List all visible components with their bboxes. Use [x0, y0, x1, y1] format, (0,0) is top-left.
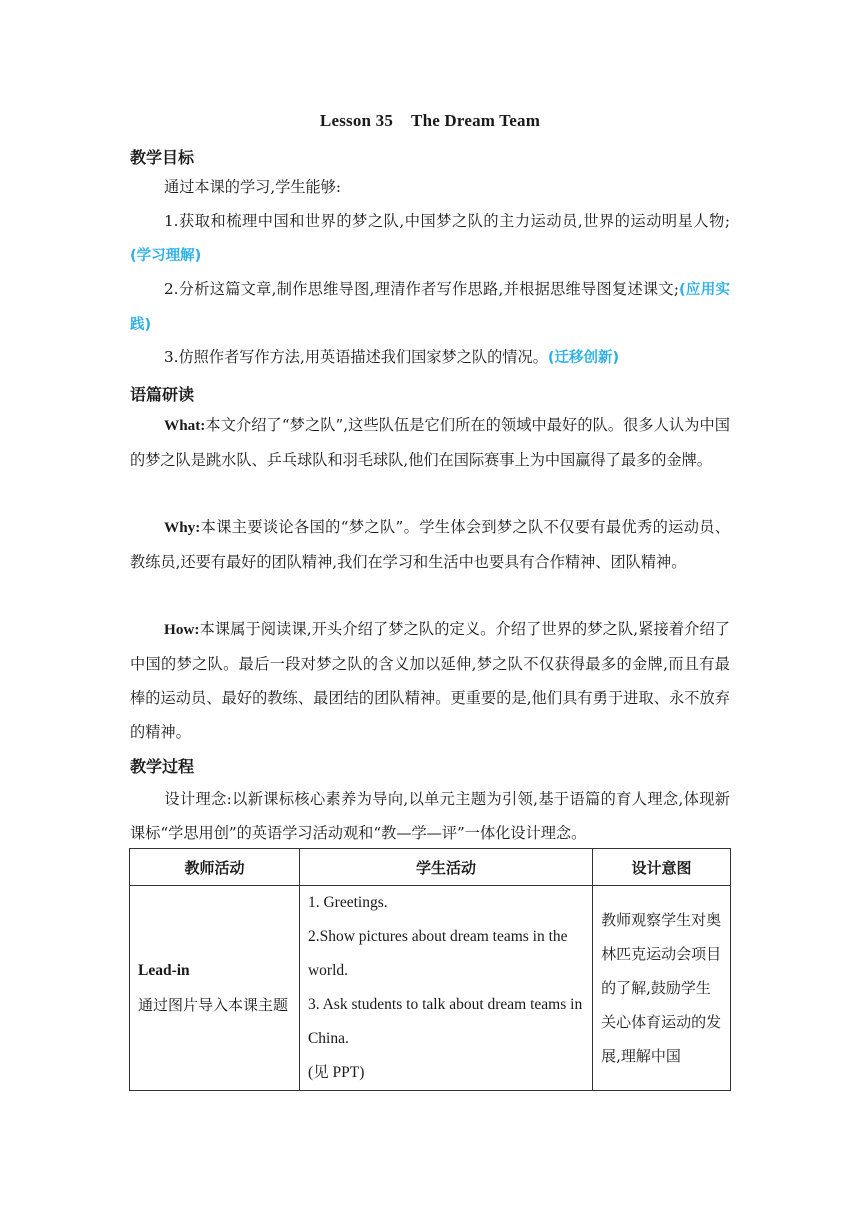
- analysis-how: How:本课属于阅读课,开头介绍了梦之队的定义。介绍了世界的梦之队,紧接着介绍了中国的梦之队。最后一段对梦之队的含义加以延伸,梦之队不仅获得最多的金牌,而且有最棒的运动员、最好的教练、最团结的团队精神。更重要的是,他们具有勇于进取、永不放弃的精神。: [130, 620, 730, 741]
- design-cell: [593, 886, 731, 1091]
- objectives-intro: 通过本课的学习,学生能够:: [164, 178, 342, 196]
- objective-tag-1: (学习理解): [130, 248, 202, 264]
- leadin-title: Lead-in: [138, 962, 190, 979]
- lesson-plan-table: [129, 848, 731, 1091]
- leadin-text: 通过图片导入本课主题: [138, 996, 289, 1014]
- table-header-row: [130, 849, 731, 886]
- table-row: [130, 886, 731, 1091]
- teacher-cell: [130, 886, 300, 1091]
- what-label: What:: [164, 417, 206, 434]
- objective-item-1: 1.获取和梳理中国和世界的梦之队,中国梦之队的主力运动员,世界的运动明星人物;(学习理解): [130, 212, 730, 264]
- header-student: 学生活动: [299, 849, 592, 886]
- objective-item-3: 3.仿照作者写作方法,用英语描述我们国家梦之队的情况。(迁移创新): [164, 348, 620, 366]
- student-line-4: (见 PPT): [307, 1064, 365, 1081]
- student-line-1: 1. Greetings.: [307, 894, 388, 911]
- header-teacher: 教师活动: [130, 849, 300, 886]
- student-line-2: 2.Show pictures about dream teams in the world.: [307, 928, 568, 979]
- objectives-heading: 教学目标: [130, 148, 195, 167]
- how-label: How:: [164, 621, 200, 638]
- design-text: 教师观察学生对奥林匹克运动会项目的了解,鼓励学生关心体育运动的发展,理解中国: [601, 911, 722, 1065]
- process-heading: 教学过程: [130, 757, 195, 776]
- analysis-what: What:本文介绍了“梦之队”,这些队伍是它们所在的领域中最好的队。很多人认为中国的梦之队是跳水队、乒乓球队和羽毛球队,他们在国际赛事上为中国赢得了最多的金牌。: [130, 416, 730, 469]
- lesson-name: The Dream Team: [411, 111, 541, 130]
- student-line-3: 3. Ask students to talk about dream teams in China.: [307, 996, 583, 1047]
- header-design: 设计意图: [593, 849, 731, 886]
- analysis-heading: 语篇研读: [130, 385, 195, 404]
- analysis-why: Why:本课主要谈论各国的“梦之队”。学生体会到梦之队不仅要有最优秀的运动员、教练员,还要有最好的团队精神,我们在学习和生活中也要具有合作精神、团队精神。: [130, 518, 730, 571]
- lesson-number: Lesson 35: [319, 111, 394, 130]
- why-label: Why:: [164, 519, 201, 536]
- process-concept: 设计理念:以新课标核心素养为导向,以单元主题为引领,基于语篇的育人理念,体现新课标“学思用创”的英语学习活动观和“教—学—评”一体化设计理念。: [130, 790, 730, 842]
- lesson-title: [0, 111, 860, 131]
- objective-tag-2: (应用实践): [130, 282, 730, 333]
- objective-tag-3: (迁移创新): [547, 350, 620, 366]
- objective-item-2: 2.分析这篇文章,制作思维导图,理清作者写作思路,并根据思维导图复述课文;(应用实践): [130, 280, 730, 333]
- student-cell: [299, 886, 592, 1091]
